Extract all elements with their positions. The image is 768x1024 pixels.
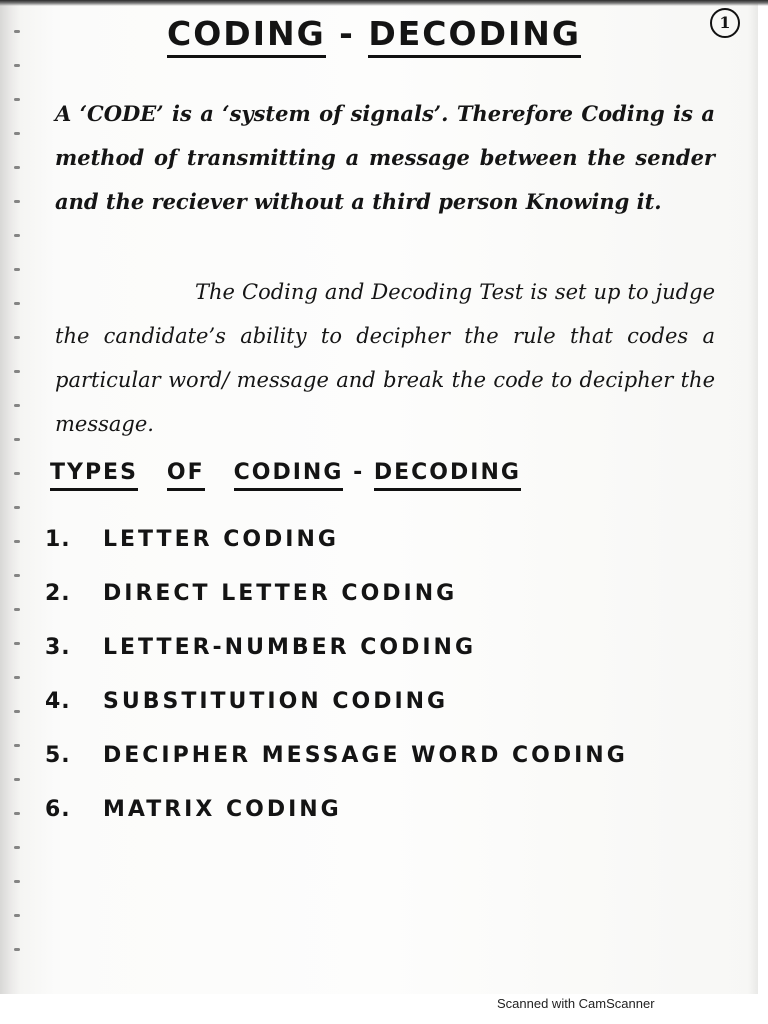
title-separator: - bbox=[325, 14, 369, 53]
list-item bbox=[45, 574, 628, 628]
list-item-label: MATRIX CODING bbox=[103, 797, 342, 822]
paper-right-edge bbox=[748, 0, 758, 1000]
title-part-coding: CODING bbox=[167, 14, 326, 58]
spiral-binding-marks bbox=[14, 30, 22, 890]
test-description-paragraph: The Coding and Decoding Test is set up to judge the candidate’s ability to decipher the rule that codes a particular word/ message and break the code to decipher the message. bbox=[55, 280, 715, 436]
types-heading-separator: - bbox=[343, 460, 374, 485]
list-item-number: 1. bbox=[45, 527, 71, 552]
list-item-label: LETTER CODING bbox=[103, 527, 339, 552]
list-item bbox=[45, 682, 628, 736]
list-item bbox=[45, 790, 628, 844]
list-item-number: 4. bbox=[45, 689, 71, 714]
coding-types-list bbox=[45, 520, 628, 844]
list-item bbox=[45, 628, 628, 682]
definition-paragraph: A ‘CODE’ is a ‘system of signals’. Therefore Coding is a method of transmitting a message between the sender and the reciever without a third person Knowing it. bbox=[55, 101, 715, 214]
list-item-label: SUBSTITUTION CODING bbox=[103, 689, 449, 714]
page-title bbox=[0, 14, 748, 53]
types-heading-word-of: OF bbox=[167, 460, 205, 491]
types-heading bbox=[50, 460, 521, 485]
types-heading-word-decoding: DECODING bbox=[374, 460, 521, 491]
list-item-label: LETTER-NUMBER CODING bbox=[103, 635, 476, 660]
list-item-label: DECIPHER MESSAGE WORD CODING bbox=[103, 743, 628, 768]
scanner-watermark: Scanned with CamScanner bbox=[497, 996, 655, 1011]
list-item bbox=[45, 520, 628, 574]
list-item-number: 5. bbox=[45, 743, 71, 768]
list-item-label: DIRECT LETTER CODING bbox=[103, 581, 458, 606]
page-number-badge: 1 bbox=[710, 8, 740, 38]
list-item-number: 2. bbox=[45, 581, 71, 606]
top-shadow bbox=[0, 0, 768, 6]
list-item bbox=[45, 736, 628, 790]
types-heading-word-coding: CODING bbox=[234, 460, 344, 491]
title-part-decoding: DECODING bbox=[368, 14, 581, 58]
list-item-number: 6. bbox=[45, 797, 71, 822]
types-heading-word-types: TYPES bbox=[50, 460, 138, 491]
list-item-number: 3. bbox=[45, 635, 71, 660]
